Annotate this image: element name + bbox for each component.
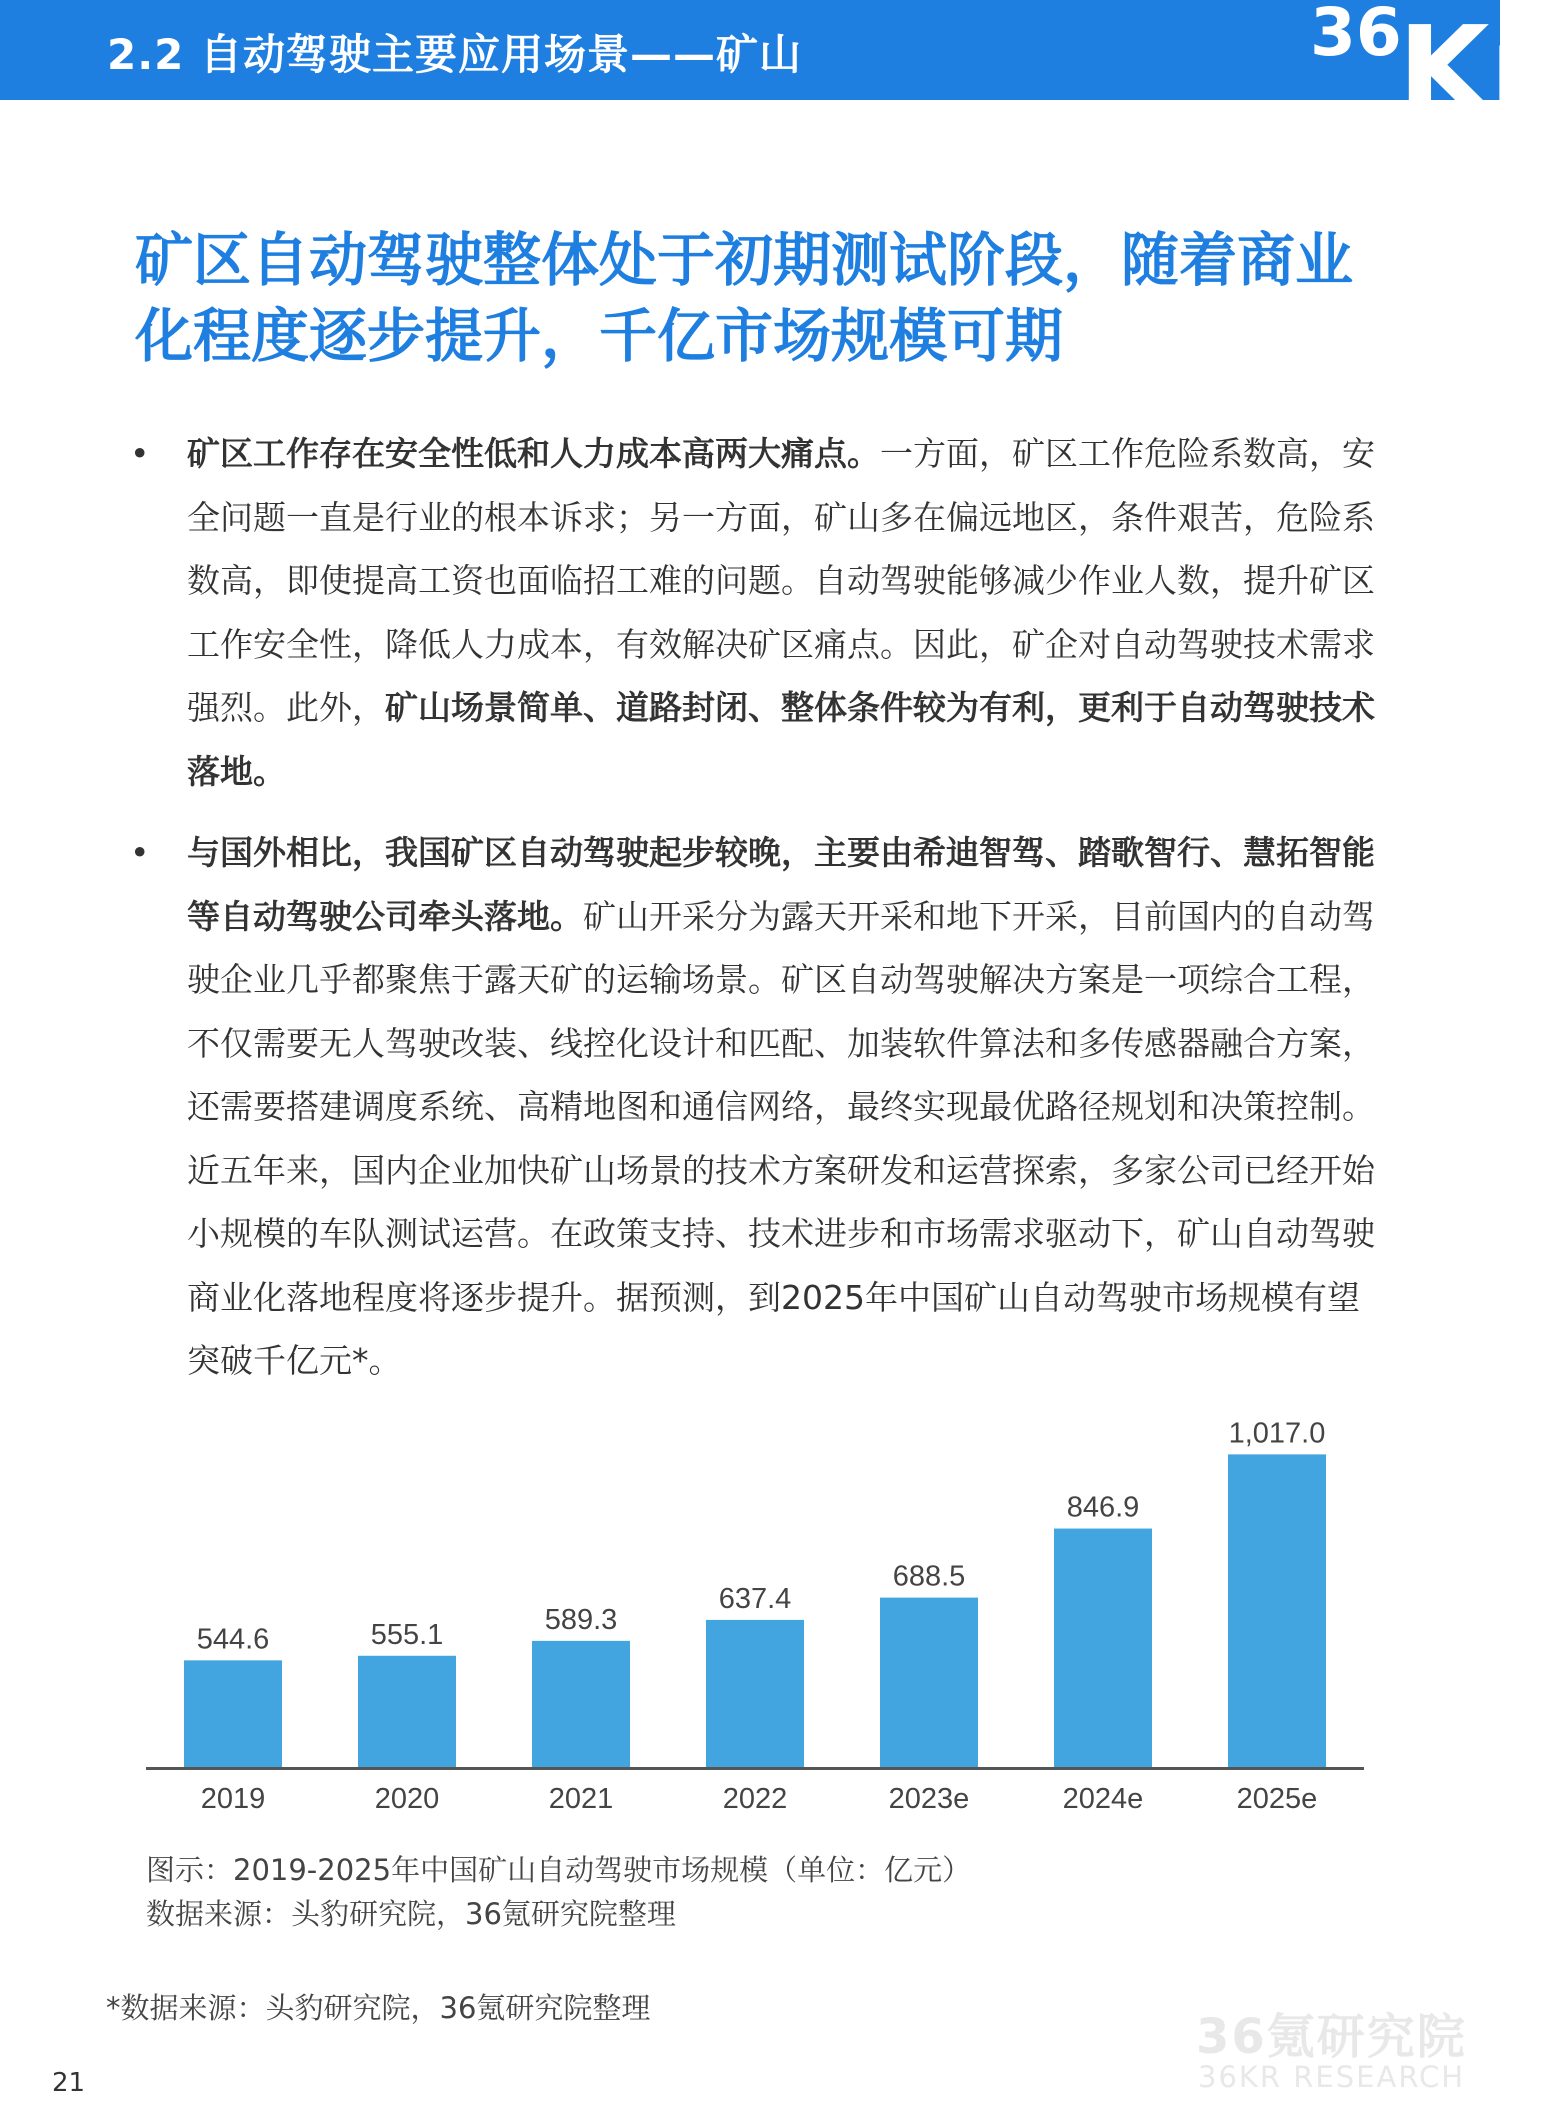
bullet-list	[130, 422, 1390, 1393]
page-title: 矿区自动驾驶整体处于初期测试阶段，随着商业化程度逐步提升，千亿市场规模可期	[135, 226, 1354, 370]
chart-caption: 图示：2019-2025年中国矿山自动驾驶市场规模（单位：亿元）	[146, 1853, 972, 1887]
watermark-en: 36KR RESEARCH	[1198, 2060, 1466, 2094]
watermark-cn: 36氪研究院	[1196, 2009, 1467, 2065]
bullet-item	[130, 422, 1390, 803]
bullet-lead: 与国外相比，我国矿区自动驾驶起步较晚，主要由希迪智驾、踏歌智行、慧拓智能等自动驾驶公司牵头落地。	[187, 833, 1375, 936]
chart-source: 数据来源：头豹研究院，36氪研究院整理	[146, 1897, 676, 1931]
value-label-2024e: 846.9	[1066, 1491, 1140, 1524]
value-label-2022: 637.4	[718, 1582, 792, 1615]
market-size-chart	[0, 1400, 1500, 1850]
section-title: 2.2 自动驾驶主要应用场景——矿山	[107, 30, 803, 79]
header-bar	[0, 0, 1548, 138]
value-label-2023e: 688.5	[892, 1560, 966, 1593]
x-tick-2022: 2022	[722, 1783, 788, 1815]
bullet-lead: 矿区工作存在安全性低和人力成本高两大痛点。	[187, 434, 880, 473]
bar-chart-svg	[0, 1400, 1500, 1850]
footnote: *数据来源：头豹研究院，36氪研究院整理	[106, 1991, 651, 2025]
bar-2023e	[880, 1598, 978, 1767]
bar-2019	[184, 1660, 282, 1767]
x-tick-2023e: 2023e	[888, 1783, 970, 1815]
bar-2024e	[1054, 1529, 1152, 1767]
x-tick-2019: 2019	[200, 1783, 266, 1815]
x-tick-2024e: 2024e	[1062, 1783, 1144, 1815]
x-tick-2021: 2021	[548, 1783, 614, 1815]
bullet-marker: •	[130, 434, 150, 473]
value-label-2025e: 1,017.0	[1228, 1417, 1326, 1450]
x-tick-2020: 2020	[374, 1783, 440, 1815]
brand-logo-number: 36	[1310, 0, 1402, 71]
value-label-2020: 555.1	[370, 1618, 444, 1651]
bullet-tail: 矿山场景简单、道路封闭、整体条件较为有利，更利于自动驾驶技术落地。	[187, 688, 1375, 791]
bullet-body: 矿山开采分为露天开采和地下开采，目前国内的自动驾驶企业几乎都聚焦于露天矿的运输场景。矿区自动驾驶解决方案是一项综合工程，不仅需要无人驾驶改装、线控化设计和匹配、加装软件算法和多传感器融合方案，还需要搭建调度系统、高精地图和通信网络，最终实现最优路径规划和决策控制。近五年来，国内企业加快矿山场景的技术方案研发和运营探索，多家公司已经开始小规模的车队测试运营。在政策支持、技术进步和市场需求驱动下，矿山自动驾驶商业化落地程度将逐步提升。据预测，到2025年中国矿山自动驾驶市场规模有望突破千亿元*。	[187, 896, 1375, 1380]
bar-2021	[532, 1641, 630, 1767]
brand-logo-letters: Kr	[1398, 0, 1548, 138]
bullet-marker: •	[130, 833, 150, 872]
bullet-body: 一方面，矿区工作危险系数高，安全问题一直是行业的根本诉求；另一方面，矿山多在偏远地区，条件艰苦，危险系数高，即使提高工资也面临招工难的问题。自动驾驶能够减少作业人数，提升矿区工作安全性，降低人力成本，有效解决矿区痛点。因此，矿企对自动驾驶技术需求强烈。此外，	[187, 434, 1375, 727]
x-tick-2025e: 2025e	[1236, 1783, 1318, 1815]
value-label-2021: 589.3	[544, 1603, 618, 1636]
bar-2025e	[1228, 1454, 1326, 1767]
bullet-item	[130, 821, 1390, 1393]
bar-2020	[358, 1656, 456, 1767]
bar-2022	[706, 1620, 804, 1767]
value-label-2019: 544.6	[196, 1623, 270, 1656]
page-number: 21	[52, 2068, 86, 2098]
